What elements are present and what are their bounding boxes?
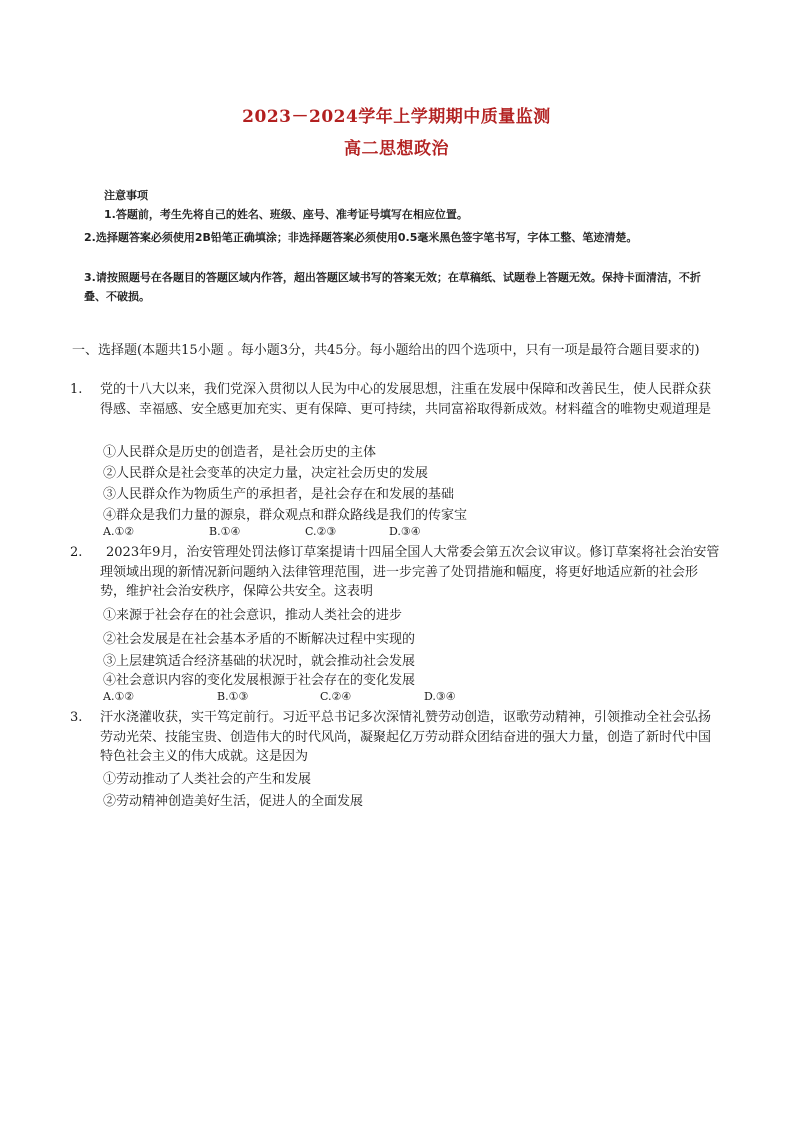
choice-b[interactable]: B.①④ <box>209 525 241 538</box>
option-3: ③人民群众作为物质生产的承担者，是社会存在和发展的基础 <box>103 487 455 502</box>
option-1: ①人民群众是历史的创造者，是社会历史的主体 <box>103 445 377 460</box>
notice-heading: 注意事项 <box>104 189 148 202</box>
question-stem: 2023年9月，治安管理处罚法修订草案提请十四届全国人大常委会第五次会议审议。修订草案将社会治安管理领域出现的新情况新问题纳入法律管理范围，进一步完善了处罚措施和幅度，将更好地适应新的社会形势，维护社会治安秩序，保障公共安全。这表明 <box>100 545 720 599</box>
choice-row <box>103 690 456 703</box>
question-3 <box>70 708 722 767</box>
option-1: ①劳动推动了人类社会的产生和发展 <box>103 772 312 787</box>
option-4: ④社会意识内容的变化发展根源于社会存在的变化发展 <box>103 673 416 688</box>
notice-item-text: 3.请按照题号在各题目的答题区域内作答，超出答题区域书写的答案无效；在草稿纸、试题卷上答题无效。保持卡面清洁，不折叠、不破损。 <box>84 271 701 303</box>
choice-a[interactable]: A.①② <box>103 690 135 703</box>
question-stem: 汗水浇灌收获，实干笃定前行。习近平总书记多次深情礼赞劳动创造，讴歌劳动精神，引领推动全社会弘扬劳动光荣、技能宝贵、创造伟大的时代风尚，凝聚起亿万劳动群众团结奋进的强大力量，创造了新时代中国特色社会主义的伟大成就。这是因为 <box>100 710 712 764</box>
section-heading: 一、选择题(本题共15小题 。每小题3分，共45分。每小题给出的四个选项中，只有一项是最符合题目要求的) <box>72 343 700 358</box>
option-2: ②人民群众是社会变革的决定力量，决定社会历史的发展 <box>103 466 429 481</box>
exam-title: 2023－2024学年上学期期中质量监测 <box>242 107 551 127</box>
question-number: 3. <box>70 710 83 725</box>
question-number: 1. <box>70 382 83 397</box>
exam-subject: 高二思想政治 <box>344 139 449 159</box>
choice-a[interactable]: A.①② <box>103 525 135 538</box>
option-2: ②社会发展是在社会基本矛盾的不断解决过程中实现的 <box>103 632 416 647</box>
option-3: ③上层建筑适合经济基础的状况时，就会推动社会发展 <box>103 654 416 669</box>
notice-item-text: 2.选择题答案必须使用2B铅笔正确填涂；非选择题答案必须使用0.5毫米黑色签字笔书写，字体工整、笔迹清楚。 <box>84 231 638 244</box>
question-number: 2. <box>70 545 83 560</box>
notice-item-2 <box>84 228 718 251</box>
choice-d[interactable]: D.③④ <box>424 690 456 703</box>
choice-c[interactable]: C.②④ <box>320 690 352 703</box>
choice-d[interactable]: D.③④ <box>389 525 421 538</box>
choice-c[interactable]: C.②③ <box>305 525 337 538</box>
notice-item-text: 1.答题前，考生先将自己的姓名、班级、座号、准考证号填写在相应位置。 <box>104 208 468 221</box>
question-2 <box>70 543 722 602</box>
choice-row <box>103 525 421 538</box>
question-1 <box>70 380 722 419</box>
option-2: ②劳动精神创造美好生活，促进人的全面发展 <box>103 794 364 809</box>
choice-b[interactable]: B.①③ <box>217 690 249 703</box>
option-1: ①来源于社会存在的社会意识，推动人类社会的进步 <box>103 608 403 623</box>
option-4: ④群众是我们力量的源泉，群众观点和群众路线是我们的传家宝 <box>103 508 468 523</box>
question-stem: 党的十八大以来，我们党深入贯彻以人民为中心的发展思想，注重在发展中保障和改善民生，使人民群众获得感、幸福感、安全感更加充实、更有保障、更可持续，共同富裕取得新成效。材料蕴含的唯物史观道理是 <box>100 382 712 417</box>
notice-item-3 <box>84 268 718 310</box>
notice-item-1 <box>104 205 716 228</box>
